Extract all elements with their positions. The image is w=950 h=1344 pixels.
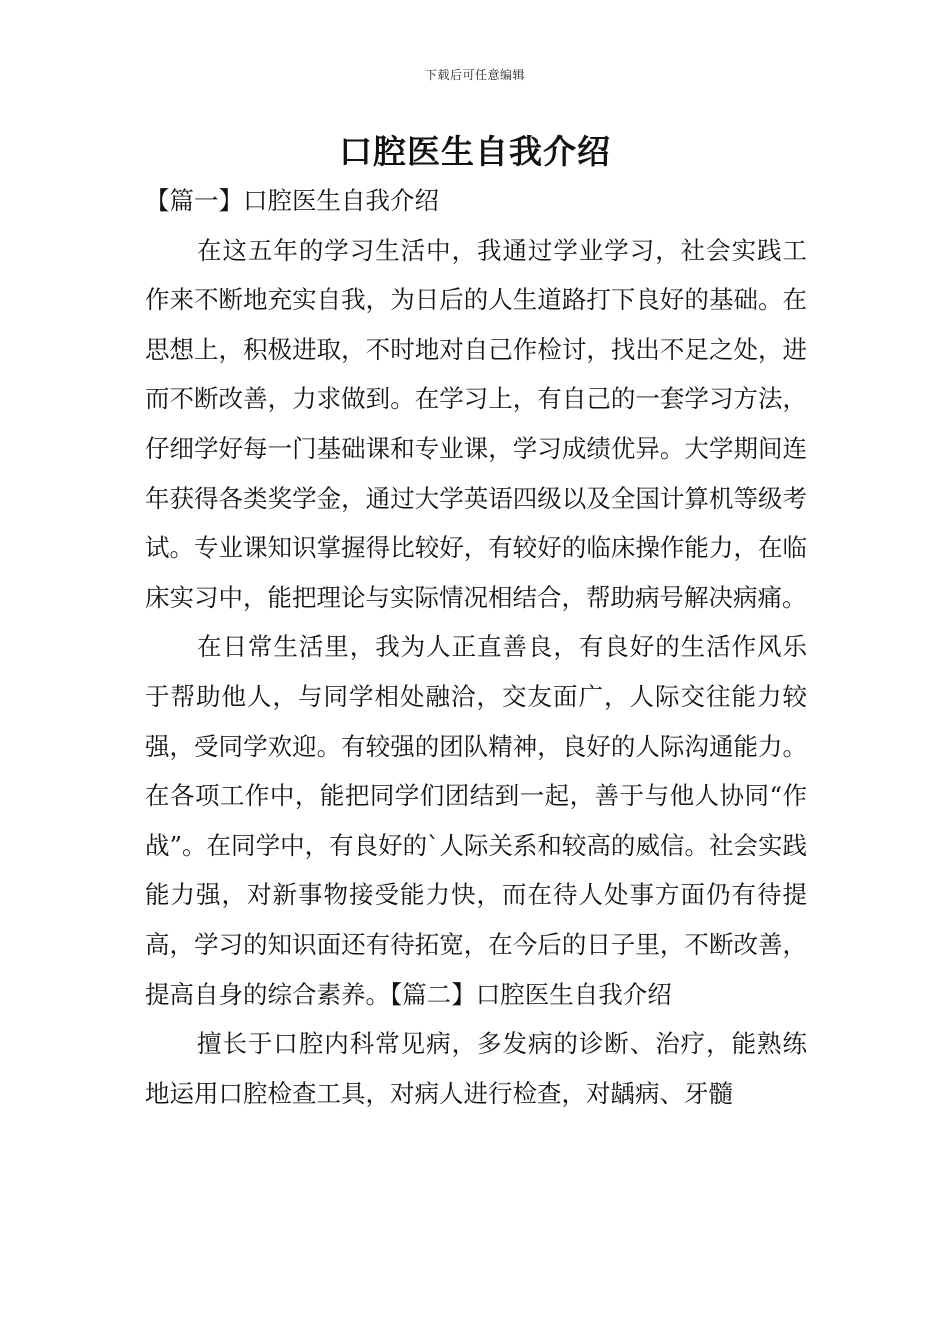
- document-title: 口腔医生自我介绍: [339, 132, 611, 171]
- document-body: [145, 176, 807, 1118]
- section-heading-1: 【篇一】口腔医生自我介绍: [145, 186, 439, 215]
- body-paragraph-2: 在日常生活里，我为人正直善良，有良好的生活作风乐于帮助他人，与同学相处融洽，交友面广，人际交往能力较强，受同学欢迎。有较强的团队精神，良好的人际沟通能力。在各项工作中，能把同学们团结到一起，善于与他人协同“作战”。在同学中，有良好的`人际关系和较高的威信。社会实践能力强，对新事物接受能力快，而在待人处事方面仍有待提高，学习的知识面还有待拓宽，在今后的日子里，不断改善，提高自身的综合素养。【篇二】口腔医生自我介绍: [145, 632, 807, 1009]
- body-paragraph-1: 在这五年的学习生活中，我通过学业学习，社会实践工作来不断地充实自我，为日后的人生道路打下良好的基础。在思想上，积极进取，不时地对自己作检讨，找出不足之处，进而不断改善，力求做到。在学习上，有自己的一套学习方法，仔细学好每一门基础课和专业课，学习成绩优异。大学期间连年获得各类奖学金，通过大学英语四级以及全国计算机等级考试。专业课知识掌握得比较好，有较好的临床操作能力，在临床实习中，能把理论与实际情况相结合，帮助病号解决病痛。: [145, 235, 807, 612]
- body-paragraph-3: 擅长于口腔内科常见病，多发病的诊断、治疗，能熟练地运用口腔检查工具，对病人进行检查，对龋病、牙髓: [145, 1029, 807, 1108]
- header-note: 下载后可任意编辑: [424, 68, 525, 82]
